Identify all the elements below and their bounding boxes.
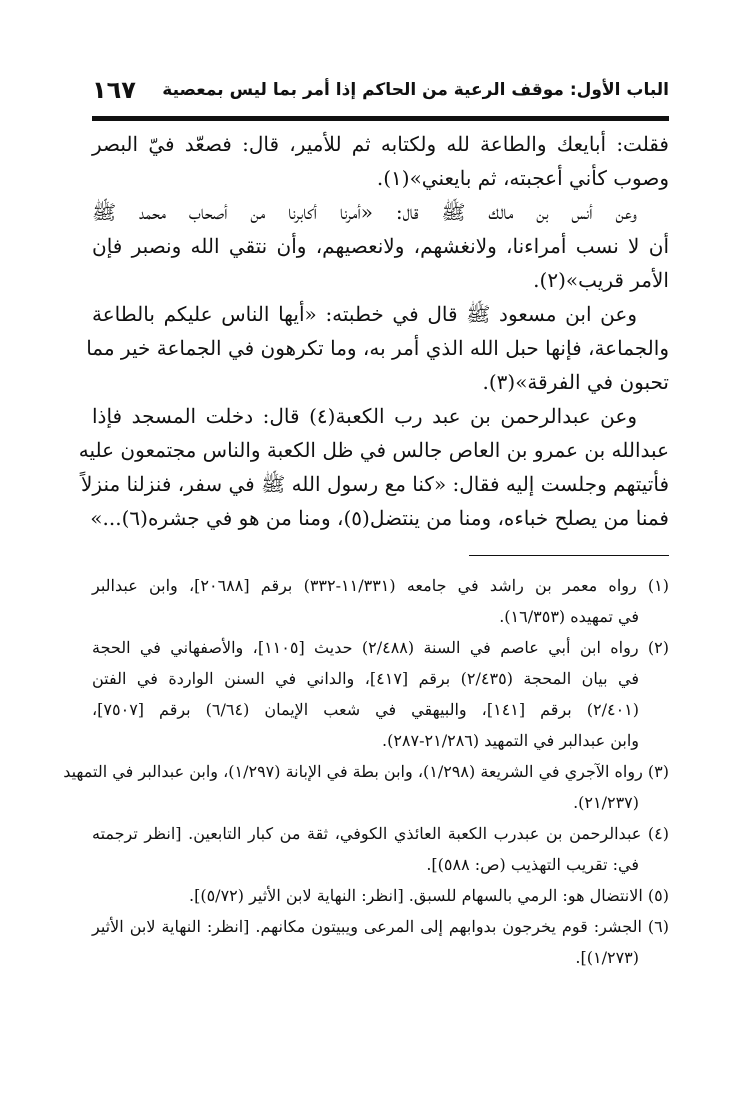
- footnote-line: في تمهيده (١٦/٣٥٣).: [499, 607, 639, 626]
- text-line: فقلت: أبايعك والطاعة لله ولكتابه ثم للأمير، قال: فصعّد فيّ البصر: [92, 132, 669, 156]
- text-line: أن لا نسب أمراءنا، ولانغشهم، ولانعصيهم، وأن نتقي الله ونصبر فإن: [92, 234, 669, 258]
- text-line: وعن عبدالرحمن بن عبد رب الكعبة(٤) قال: دخلت المسجد فإذا: [92, 404, 638, 428]
- footnote-line: (٥) الانتضال هو: الرمي بالسهام للسبق. [انظر: النهاية لابن الأثير (٥/٧٢)].: [189, 886, 669, 905]
- text-line: تحبون في الفرقة»(٣).: [482, 370, 669, 394]
- text-line: والجماعة، فإنها حبل الله الذي أمر به، وما تكرهون في الجماعة خير مما: [86, 336, 669, 360]
- text-line: فمنا من يصلح خباءه، ومنا من ينتضل(٥)، ومنا من هو في جشره(٦)...»: [90, 506, 669, 530]
- text-line: الأمر قريب»(٢).: [533, 268, 669, 292]
- footnote-separator: [469, 555, 669, 556]
- page-number: ١٦٧: [92, 76, 136, 104]
- footnote-line: (٢/٤٠١) برقم [١٤١]، والبيهقي في شعب الإيمان (٦/٦٤) برقم [٧٥٠٧]،: [92, 700, 640, 719]
- footnote-line: في: تقريب التهذيب (ص: ٥٨٨)].: [426, 855, 639, 874]
- chapter-title: الباب الأول: موقف الرعية من الحاكم إذا أمر بما ليس بمعصية: [162, 80, 669, 100]
- footnote-line: (٢) رواه ابن أبي عاصم في السنة (٢/٤٨٨) حديث [١١٠٥]، والأصفهاني في الحجة: [92, 638, 669, 657]
- text-line: فأتيتهم وجلست إليه فقال: «كنا مع رسول الله ﷺ في سفر، فنزلنا منزلاً: [81, 472, 669, 496]
- text-line: عبدالله بن عمرو بن العاص جالس في ظل الكعبة والناس مجتمعون عليه: [78, 438, 669, 462]
- book-page: [63, 72, 670, 973]
- footnote-line: (٢١/٢٣٧).: [573, 793, 639, 812]
- footnote-line: (٤) عبدالرحمن بن عبدرب الكعبة العائذي الكوفي، ثقة من كبار التابعين. [انظر ترجمته: [92, 824, 669, 843]
- footnote-line: (١) رواه معمر بن راشد في جامعه (١١/٣٣١-٣٣٢) برقم [٢٠٦٨٨]، وابن عبدالبر: [92, 576, 670, 595]
- footnotes: [63, 570, 670, 973]
- main-text: [78, 127, 669, 535]
- footnote-line: (٣) رواه الآجري في الشريعة (١/٢٩٨)، وابن بطة في الإبانة (١/٢٩٧)، وابن عبدالبر في التمهيد: [63, 762, 669, 781]
- footnote-line: في بيان المحجة (٢/٤٣٥) برقم [٤١٧]، والداني في السنن الواردة في الفتن: [92, 669, 640, 688]
- text-line: وعن ابن مسعود ﷺ قال في خطبته: «أيها الناس عليكم بالطاعة: [92, 302, 637, 326]
- text-line: وصوب كأني أعجبته، ثم بايعني»(١).: [376, 166, 669, 190]
- footnote-line: (١/٢٧٣)].: [575, 948, 639, 967]
- text-line: وعن أنس بن مالك ﷺ قال: «أمرنا أكابرنا من أصحاب محمد ﷺ: [92, 200, 637, 224]
- running-header: [92, 72, 669, 112]
- header-rule: [92, 116, 669, 121]
- footnote-line: وابن عبدالبر في التمهيد (٢١/٢٨٦-٢٨٧).: [382, 731, 639, 750]
- footnote-line: (٦) الجشر: قوم يخرجون بدوابهم إلى المرعى ويبيتون مكانهم. [انظر: النهاية لابن الأثير: [92, 917, 669, 936]
